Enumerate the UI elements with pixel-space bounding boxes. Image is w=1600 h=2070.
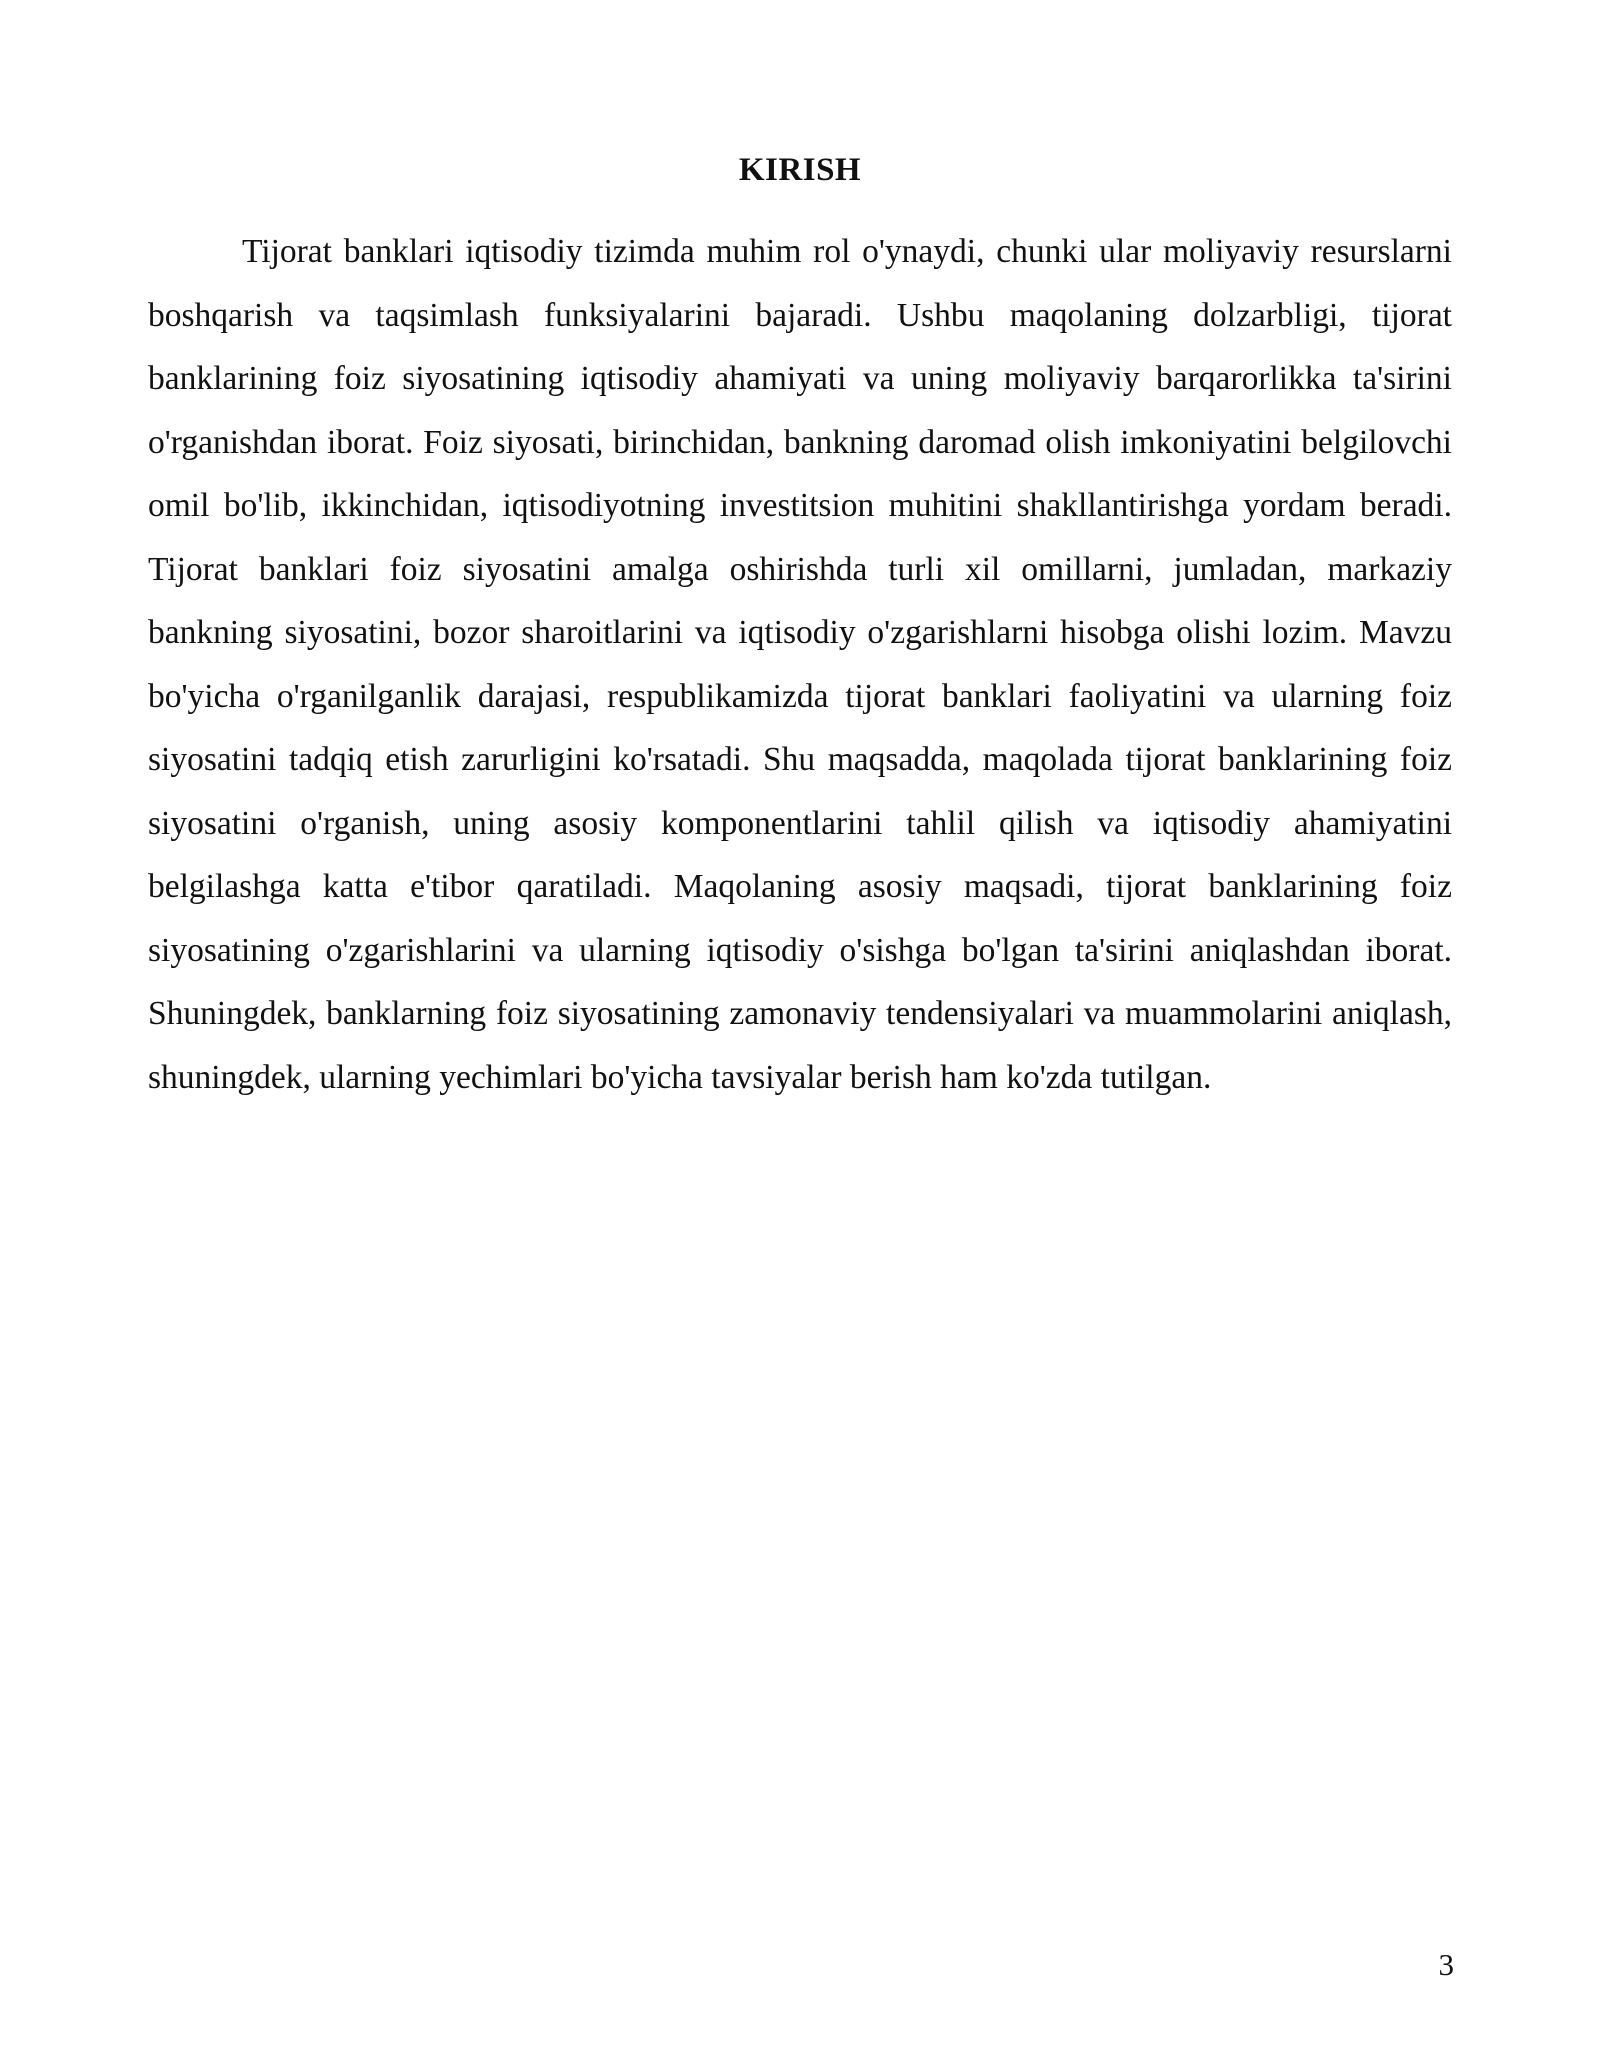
body-paragraph: Tijorat banklari iqtisodiy tizimda muhim rol o'ynaydi, chunki ular moliyaviy resurslarni boshqarish va taqsimlash funksiyalarini bajaradi. Ushbu maqolaning dolzarbligi, tijorat banklarining foiz siyosatining iqtisodiy ahamiyati va uning moliyaviy barqarorlikka ta'sirini o'rganishdan iborat. Foiz siyosati, birinchidan, bankning daromad olish imkoniyatini belgilovchi omil bo'lib, ikkinchidan, iqtisodiyotning investitsion muhitini shakllantirishga yordam beradi. Tijorat banklari foiz siyosatini amalga oshirishda turli xil omillarni, jumladan, markaziy bankning siyosatini, bozor sharoitlarini va iqtisodiy o'zgarishlarni hisobga olishi lozim. Mavzu bo'yicha o'rganilganlik darajasi, respublikamizda tijorat banklari faoliyatini va ularning foiz siyosatini tadqiq etish zarurligini ko'rsatadi. Shu maqsadda, maqolada tijorat banklarining foiz siyosatini o'rganish, uning asosiy komponentlarini tahlil qilish va iqtisodiy ahamiyatini belgilashga katta e'tibor qaratiladi. Maqolaning asosiy maqsadi, tijorat banklarining foiz siyosatining o'zgarishlarini va ularning iqtisodiy o'sishga bo'lgan ta'sirini aniqlashdan iborat. Shuningdek, banklarning foiz siyosatining zamonaviy tendensiyalari va muammolarini aniqlash, shuningdek, ularning yechimlari bo'yicha tavsiyalar berish ham ko'zda tutilgan. — [148, 233, 1452, 1096]
page-number: 3 — [1438, 1947, 1454, 1982]
section-heading: KIRISH — [738, 152, 862, 188]
